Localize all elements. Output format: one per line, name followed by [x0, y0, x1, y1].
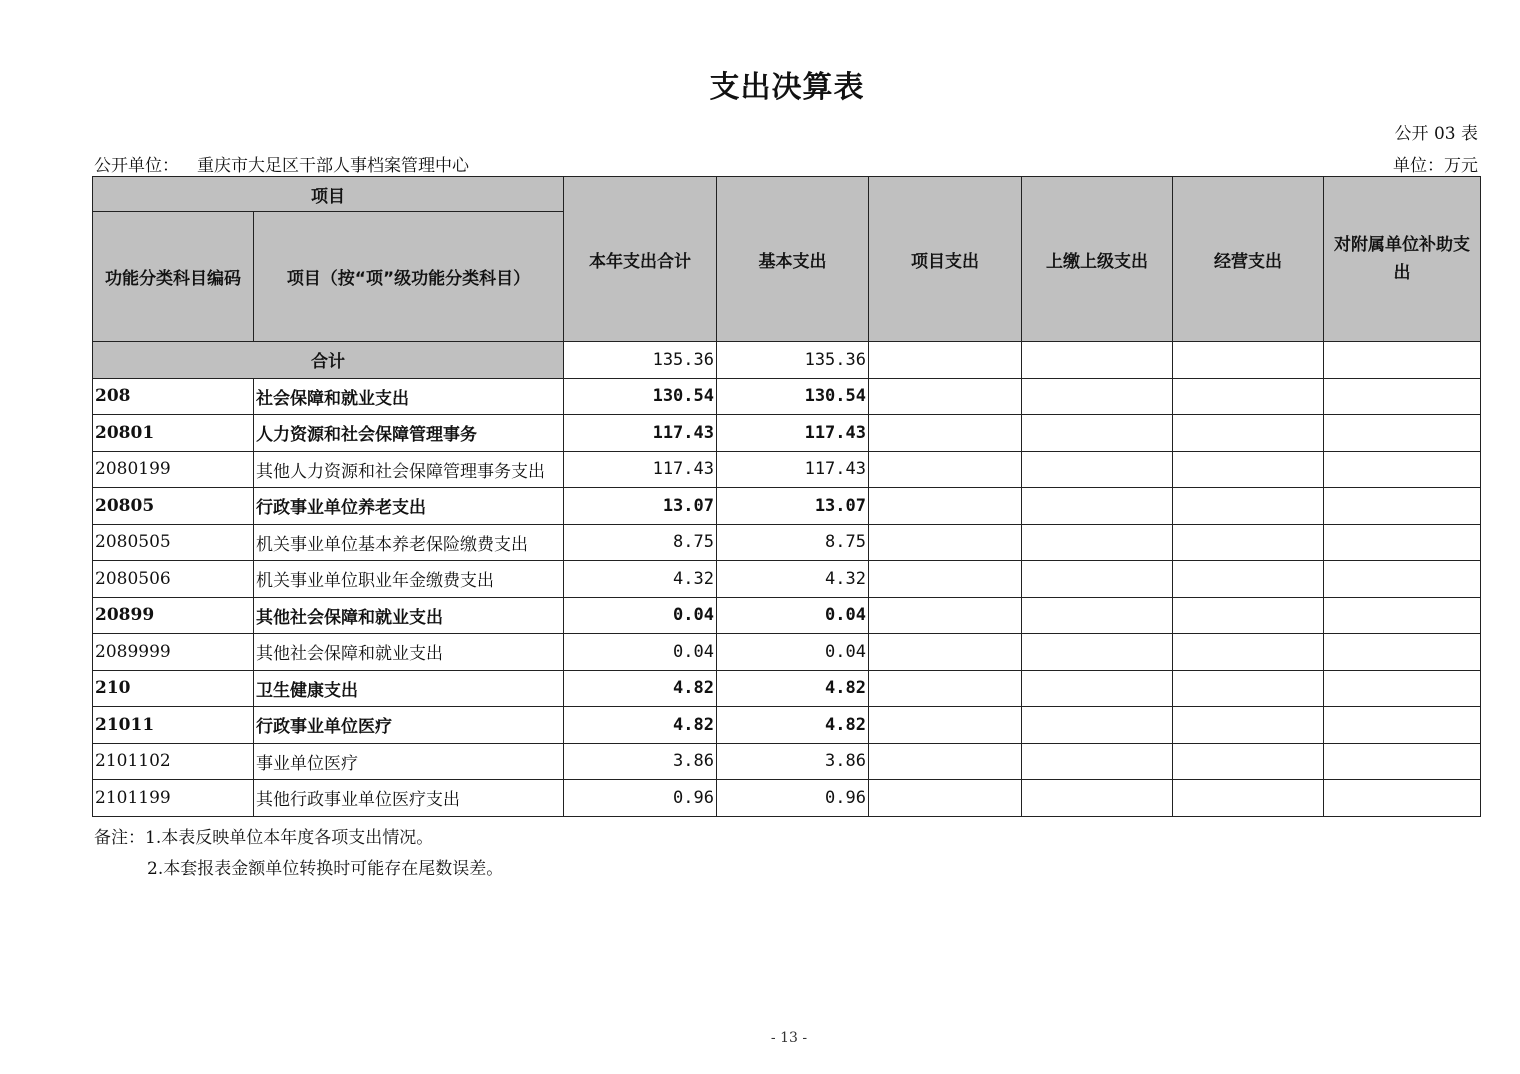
row-basic: 117.43	[717, 415, 869, 452]
header-subsidy: 对附属单位补助支出	[1324, 177, 1481, 342]
row-code: 2080505	[93, 524, 254, 561]
row-total: 0.96	[564, 780, 717, 817]
page-number: - 13 -	[770, 1030, 808, 1046]
table-row	[93, 415, 1481, 452]
table-row	[93, 451, 1481, 488]
header-upper: 上缴上级支出	[1022, 177, 1173, 342]
row-name: 其他行政事业单位医疗支出	[254, 780, 564, 817]
row-total: 117.43	[564, 415, 717, 452]
note-line-2: 2.本套报表金额单位转换时可能存在尾数误差。	[147, 859, 504, 879]
row-upper	[1022, 597, 1173, 634]
row-subsidy	[1324, 488, 1481, 525]
row-subsidy	[1324, 561, 1481, 598]
table-row	[93, 488, 1481, 525]
table-row	[93, 597, 1481, 634]
row-business	[1173, 707, 1324, 744]
row-basic: 117.43	[717, 451, 869, 488]
header-business: 经营支出	[1173, 177, 1324, 342]
row-name: 社会保障和就业支出	[254, 378, 564, 415]
row-business	[1173, 524, 1324, 561]
row-total: 0.04	[564, 634, 717, 671]
row-upper	[1022, 634, 1173, 671]
notes	[94, 823, 503, 885]
header-total: 本年支出合计	[564, 177, 717, 342]
row-project	[869, 415, 1022, 452]
row-project	[869, 670, 1022, 707]
header-item-group: 项目	[93, 177, 564, 212]
row-total: 130.54	[564, 378, 717, 415]
table-row	[93, 561, 1481, 598]
note-line-1: 备注：1.本表反映单位本年度各项支出情况。	[94, 828, 434, 848]
row-project	[869, 378, 1022, 415]
row-basic: 4.82	[717, 707, 869, 744]
row-upper	[1022, 415, 1173, 452]
row-total: 117.43	[564, 451, 717, 488]
reporting-unit-name: 重庆市大足区干部人事档案管理中心	[197, 156, 469, 176]
row-code: 20805	[93, 488, 254, 525]
row-project	[869, 634, 1022, 671]
row-name: 行政事业单位医疗	[254, 707, 564, 744]
total-label: 合计	[93, 342, 564, 379]
row-upper	[1022, 378, 1173, 415]
row-project	[869, 561, 1022, 598]
total-row	[93, 342, 1481, 379]
row-name: 其他社会保障和就业支出	[254, 634, 564, 671]
row-business	[1173, 597, 1324, 634]
row-name: 卫生健康支出	[254, 670, 564, 707]
row-project	[869, 524, 1022, 561]
row-total: 13.07	[564, 488, 717, 525]
row-total: 4.82	[564, 670, 717, 707]
row-total: 0.04	[564, 597, 717, 634]
row-business	[1173, 451, 1324, 488]
row-upper	[1022, 707, 1173, 744]
row-business	[1173, 780, 1324, 817]
row-basic: 0.04	[717, 597, 869, 634]
row-subsidy	[1324, 780, 1481, 817]
row-basic: 3.86	[717, 743, 869, 780]
row-business	[1173, 670, 1324, 707]
table-row	[93, 707, 1481, 744]
table-row	[93, 524, 1481, 561]
currency-unit: 单位：万元	[1393, 156, 1478, 176]
row-code: 2101102	[93, 743, 254, 780]
row-basic: 8.75	[717, 524, 869, 561]
row-basic: 0.04	[717, 634, 869, 671]
row-name: 机关事业单位职业年金缴费支出	[254, 561, 564, 598]
row-basic: 4.32	[717, 561, 869, 598]
row-business	[1173, 743, 1324, 780]
row-project	[869, 451, 1022, 488]
row-upper	[1022, 670, 1173, 707]
row-upper	[1022, 743, 1173, 780]
row-name: 行政事业单位养老支出	[254, 488, 564, 525]
header-code: 功能分类科目编码	[93, 212, 254, 342]
row-business	[1173, 488, 1324, 525]
row-upper	[1022, 524, 1173, 561]
table-row	[93, 634, 1481, 671]
row-subsidy	[1324, 415, 1481, 452]
row-project	[869, 597, 1022, 634]
row-subsidy	[1324, 524, 1481, 561]
row-project	[869, 707, 1022, 744]
row-subsidy	[1324, 451, 1481, 488]
row-basic: 130.54	[717, 378, 869, 415]
total-total: 135.36	[564, 342, 717, 379]
header-basic: 基本支出	[717, 177, 869, 342]
reporting-unit	[94, 151, 469, 176]
row-project	[869, 780, 1022, 817]
row-subsidy	[1324, 707, 1481, 744]
row-code: 20899	[93, 597, 254, 634]
row-subsidy	[1324, 378, 1481, 415]
row-code: 21011	[93, 707, 254, 744]
row-upper	[1022, 451, 1173, 488]
row-upper	[1022, 561, 1173, 598]
row-basic: 13.07	[717, 488, 869, 525]
row-project	[869, 488, 1022, 525]
row-business	[1173, 378, 1324, 415]
row-business	[1173, 415, 1324, 452]
row-business	[1173, 634, 1324, 671]
row-code: 208	[93, 378, 254, 415]
table-row	[93, 743, 1481, 780]
expenditure-table	[92, 176, 1481, 817]
row-total: 8.75	[564, 524, 717, 561]
row-code: 2101199	[93, 780, 254, 817]
row-name: 其他人力资源和社会保障管理事务支出	[254, 451, 564, 488]
row-basic: 4.82	[717, 670, 869, 707]
row-basic: 0.96	[717, 780, 869, 817]
row-name: 机关事业单位基本养老保险缴费支出	[254, 524, 564, 561]
table-row	[93, 780, 1481, 817]
row-upper	[1022, 780, 1173, 817]
row-name: 事业单位医疗	[254, 743, 564, 780]
row-subsidy	[1324, 670, 1481, 707]
header-project: 项目支出	[869, 177, 1022, 342]
row-code: 2089999	[93, 634, 254, 671]
row-name: 其他社会保障和就业支出	[254, 597, 564, 634]
table-row	[93, 378, 1481, 415]
page-title: 支出决算表	[709, 70, 865, 105]
row-upper	[1022, 488, 1173, 525]
table-row	[93, 670, 1481, 707]
header-name: 项目（按“项”级功能分类科目）	[254, 212, 564, 342]
row-business	[1173, 561, 1324, 598]
row-total: 3.86	[564, 743, 717, 780]
row-total: 4.82	[564, 707, 717, 744]
row-project	[869, 743, 1022, 780]
row-code: 2080199	[93, 451, 254, 488]
row-code: 2080506	[93, 561, 254, 598]
row-total: 4.32	[564, 561, 717, 598]
total-basic: 135.36	[717, 342, 869, 379]
form-number: 公开 03 表	[1394, 124, 1478, 144]
row-subsidy	[1324, 634, 1481, 671]
row-subsidy	[1324, 743, 1481, 780]
reporting-unit-label: 公开单位：	[94, 156, 179, 176]
row-code: 20801	[93, 415, 254, 452]
row-code: 210	[93, 670, 254, 707]
row-name: 人力资源和社会保障管理事务	[254, 415, 564, 452]
row-subsidy	[1324, 597, 1481, 634]
